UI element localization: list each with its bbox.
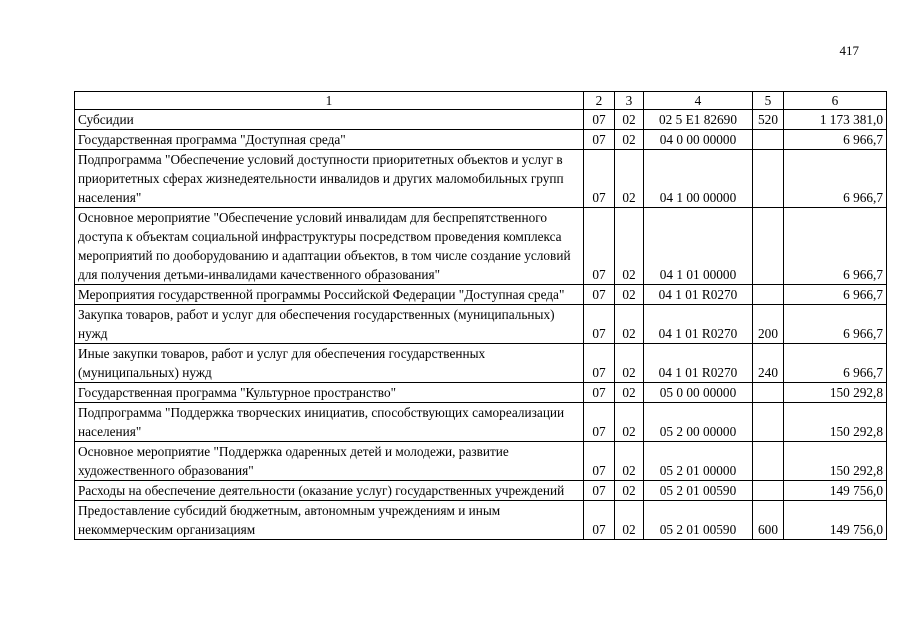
expense-type-cell: 200 (753, 305, 784, 344)
row-name-cell: Субсидии (75, 110, 584, 130)
subsection-code-cell: 02 (615, 285, 644, 305)
subsection-code-cell: 02 (615, 208, 644, 285)
target-article-cell: 04 1 01 R0270 (644, 305, 753, 344)
expense-type-cell (753, 383, 784, 403)
amount-cell: 6 966,7 (784, 344, 887, 383)
subsection-code-cell: 02 (615, 130, 644, 150)
budget-table (74, 91, 887, 540)
amount-cell: 150 292,8 (784, 383, 887, 403)
subsection-code-cell: 02 (615, 481, 644, 501)
subsection-code-cell: 02 (615, 501, 644, 540)
subsection-code-cell: 02 (615, 383, 644, 403)
row-name-cell: Предоставление субсидий бюджетным, автономным учреждениям и иным некоммерческим организациям (75, 501, 584, 540)
table-row (75, 150, 887, 208)
amount-cell: 149 756,0 (784, 481, 887, 501)
section-code-cell: 07 (584, 150, 615, 208)
row-name-cell: Основное мероприятие "Обеспечение условий инвалидам для беспрепятственного доступа к объектам социальной инфраструктуры посредством проведения комплекса мероприятий по дооборудованию и адаптации объектов, в том числе создание условий для получения детьми-инвалидами качественного образования" (75, 208, 584, 285)
section-code-cell: 07 (584, 305, 615, 344)
amount-cell: 1 173 381,0 (784, 110, 887, 130)
column-number: 5 (753, 92, 784, 110)
section-code-cell: 07 (584, 130, 615, 150)
subsection-code-cell: 02 (615, 344, 644, 383)
subsection-code-cell: 02 (615, 403, 644, 442)
amount-cell: 6 966,7 (784, 285, 887, 305)
expense-type-cell: 520 (753, 110, 784, 130)
target-article-cell: 05 2 01 00590 (644, 481, 753, 501)
table-row (75, 344, 887, 383)
table-row (75, 208, 887, 285)
subsection-code-cell: 02 (615, 442, 644, 481)
section-code-cell: 07 (584, 383, 615, 403)
section-code-cell: 07 (584, 344, 615, 383)
target-article-cell: 04 1 00 00000 (644, 150, 753, 208)
target-article-cell: 04 1 01 R0270 (644, 344, 753, 383)
target-article-cell: 05 2 01 00000 (644, 442, 753, 481)
amount-cell: 6 966,7 (784, 150, 887, 208)
section-code-cell: 07 (584, 403, 615, 442)
expense-type-cell: 600 (753, 501, 784, 540)
section-code-cell: 07 (584, 208, 615, 285)
expense-type-cell (753, 130, 784, 150)
section-code-cell: 07 (584, 110, 615, 130)
row-name-cell: Подпрограмма "Обеспечение условий доступности приоритетных объектов и услуг в приоритетных сферах жизнедеятельности инвалидов и других маломобильных групп населения" (75, 150, 584, 208)
table-row (75, 403, 887, 442)
target-article-cell: 05 2 01 00590 (644, 501, 753, 540)
column-number: 1 (75, 92, 584, 110)
row-name-cell: Закупка товаров, работ и услуг для обеспечения государственных (муниципальных) нужд (75, 305, 584, 344)
row-name-cell: Подпрограмма "Поддержка творческих инициатив, способствующих самореализации населения" (75, 403, 584, 442)
amount-cell: 6 966,7 (784, 130, 887, 150)
amount-cell: 150 292,8 (784, 403, 887, 442)
row-name-cell: Государственная программа "Культурное пространство" (75, 383, 584, 403)
table-row (75, 481, 887, 501)
column-number: 3 (615, 92, 644, 110)
expense-type-cell (753, 285, 784, 305)
section-code-cell: 07 (584, 285, 615, 305)
amount-cell: 149 756,0 (784, 501, 887, 540)
expense-type-cell (753, 481, 784, 501)
section-code-cell: 07 (584, 442, 615, 481)
table-row (75, 501, 887, 540)
table-row (75, 285, 887, 305)
expense-type-cell (753, 150, 784, 208)
expense-type-cell (753, 403, 784, 442)
table-row (75, 130, 887, 150)
row-name-cell: Основное мероприятие "Поддержка одаренных детей и молодежи, развитие художественного образования" (75, 442, 584, 481)
table-row (75, 110, 887, 130)
section-code-cell: 07 (584, 481, 615, 501)
column-number: 4 (644, 92, 753, 110)
row-name-cell: Государственная программа "Доступная среда" (75, 130, 584, 150)
column-number: 2 (584, 92, 615, 110)
row-name-cell: Мероприятия государственной программы Российской Федерации "Доступная среда" (75, 285, 584, 305)
target-article-cell: 04 0 00 00000 (644, 130, 753, 150)
target-article-cell: 04 1 01 00000 (644, 208, 753, 285)
target-article-cell: 02 5 E1 82690 (644, 110, 753, 130)
column-number-row (75, 92, 887, 110)
row-name-cell: Иные закупки товаров, работ и услуг для обеспечения государственных (муниципальных) нужд (75, 344, 584, 383)
target-article-cell: 05 2 00 00000 (644, 403, 753, 442)
page-number: 417 (839, 43, 859, 58)
table-row (75, 383, 887, 403)
subsection-code-cell: 02 (615, 305, 644, 344)
subsection-code-cell: 02 (615, 110, 644, 130)
row-name-cell: Расходы на обеспечение деятельности (оказание услуг) государственных учреждений (75, 481, 584, 501)
target-article-cell: 05 0 00 00000 (644, 383, 753, 403)
amount-cell: 150 292,8 (784, 442, 887, 481)
amount-cell: 6 966,7 (784, 305, 887, 344)
expense-type-cell (753, 442, 784, 481)
expense-type-cell (753, 208, 784, 285)
target-article-cell: 04 1 01 R0270 (644, 285, 753, 305)
column-number: 6 (784, 92, 887, 110)
expense-type-cell: 240 (753, 344, 784, 383)
subsection-code-cell: 02 (615, 150, 644, 208)
table-row (75, 442, 887, 481)
section-code-cell: 07 (584, 501, 615, 540)
amount-cell: 6 966,7 (784, 208, 887, 285)
table-row (75, 305, 887, 344)
